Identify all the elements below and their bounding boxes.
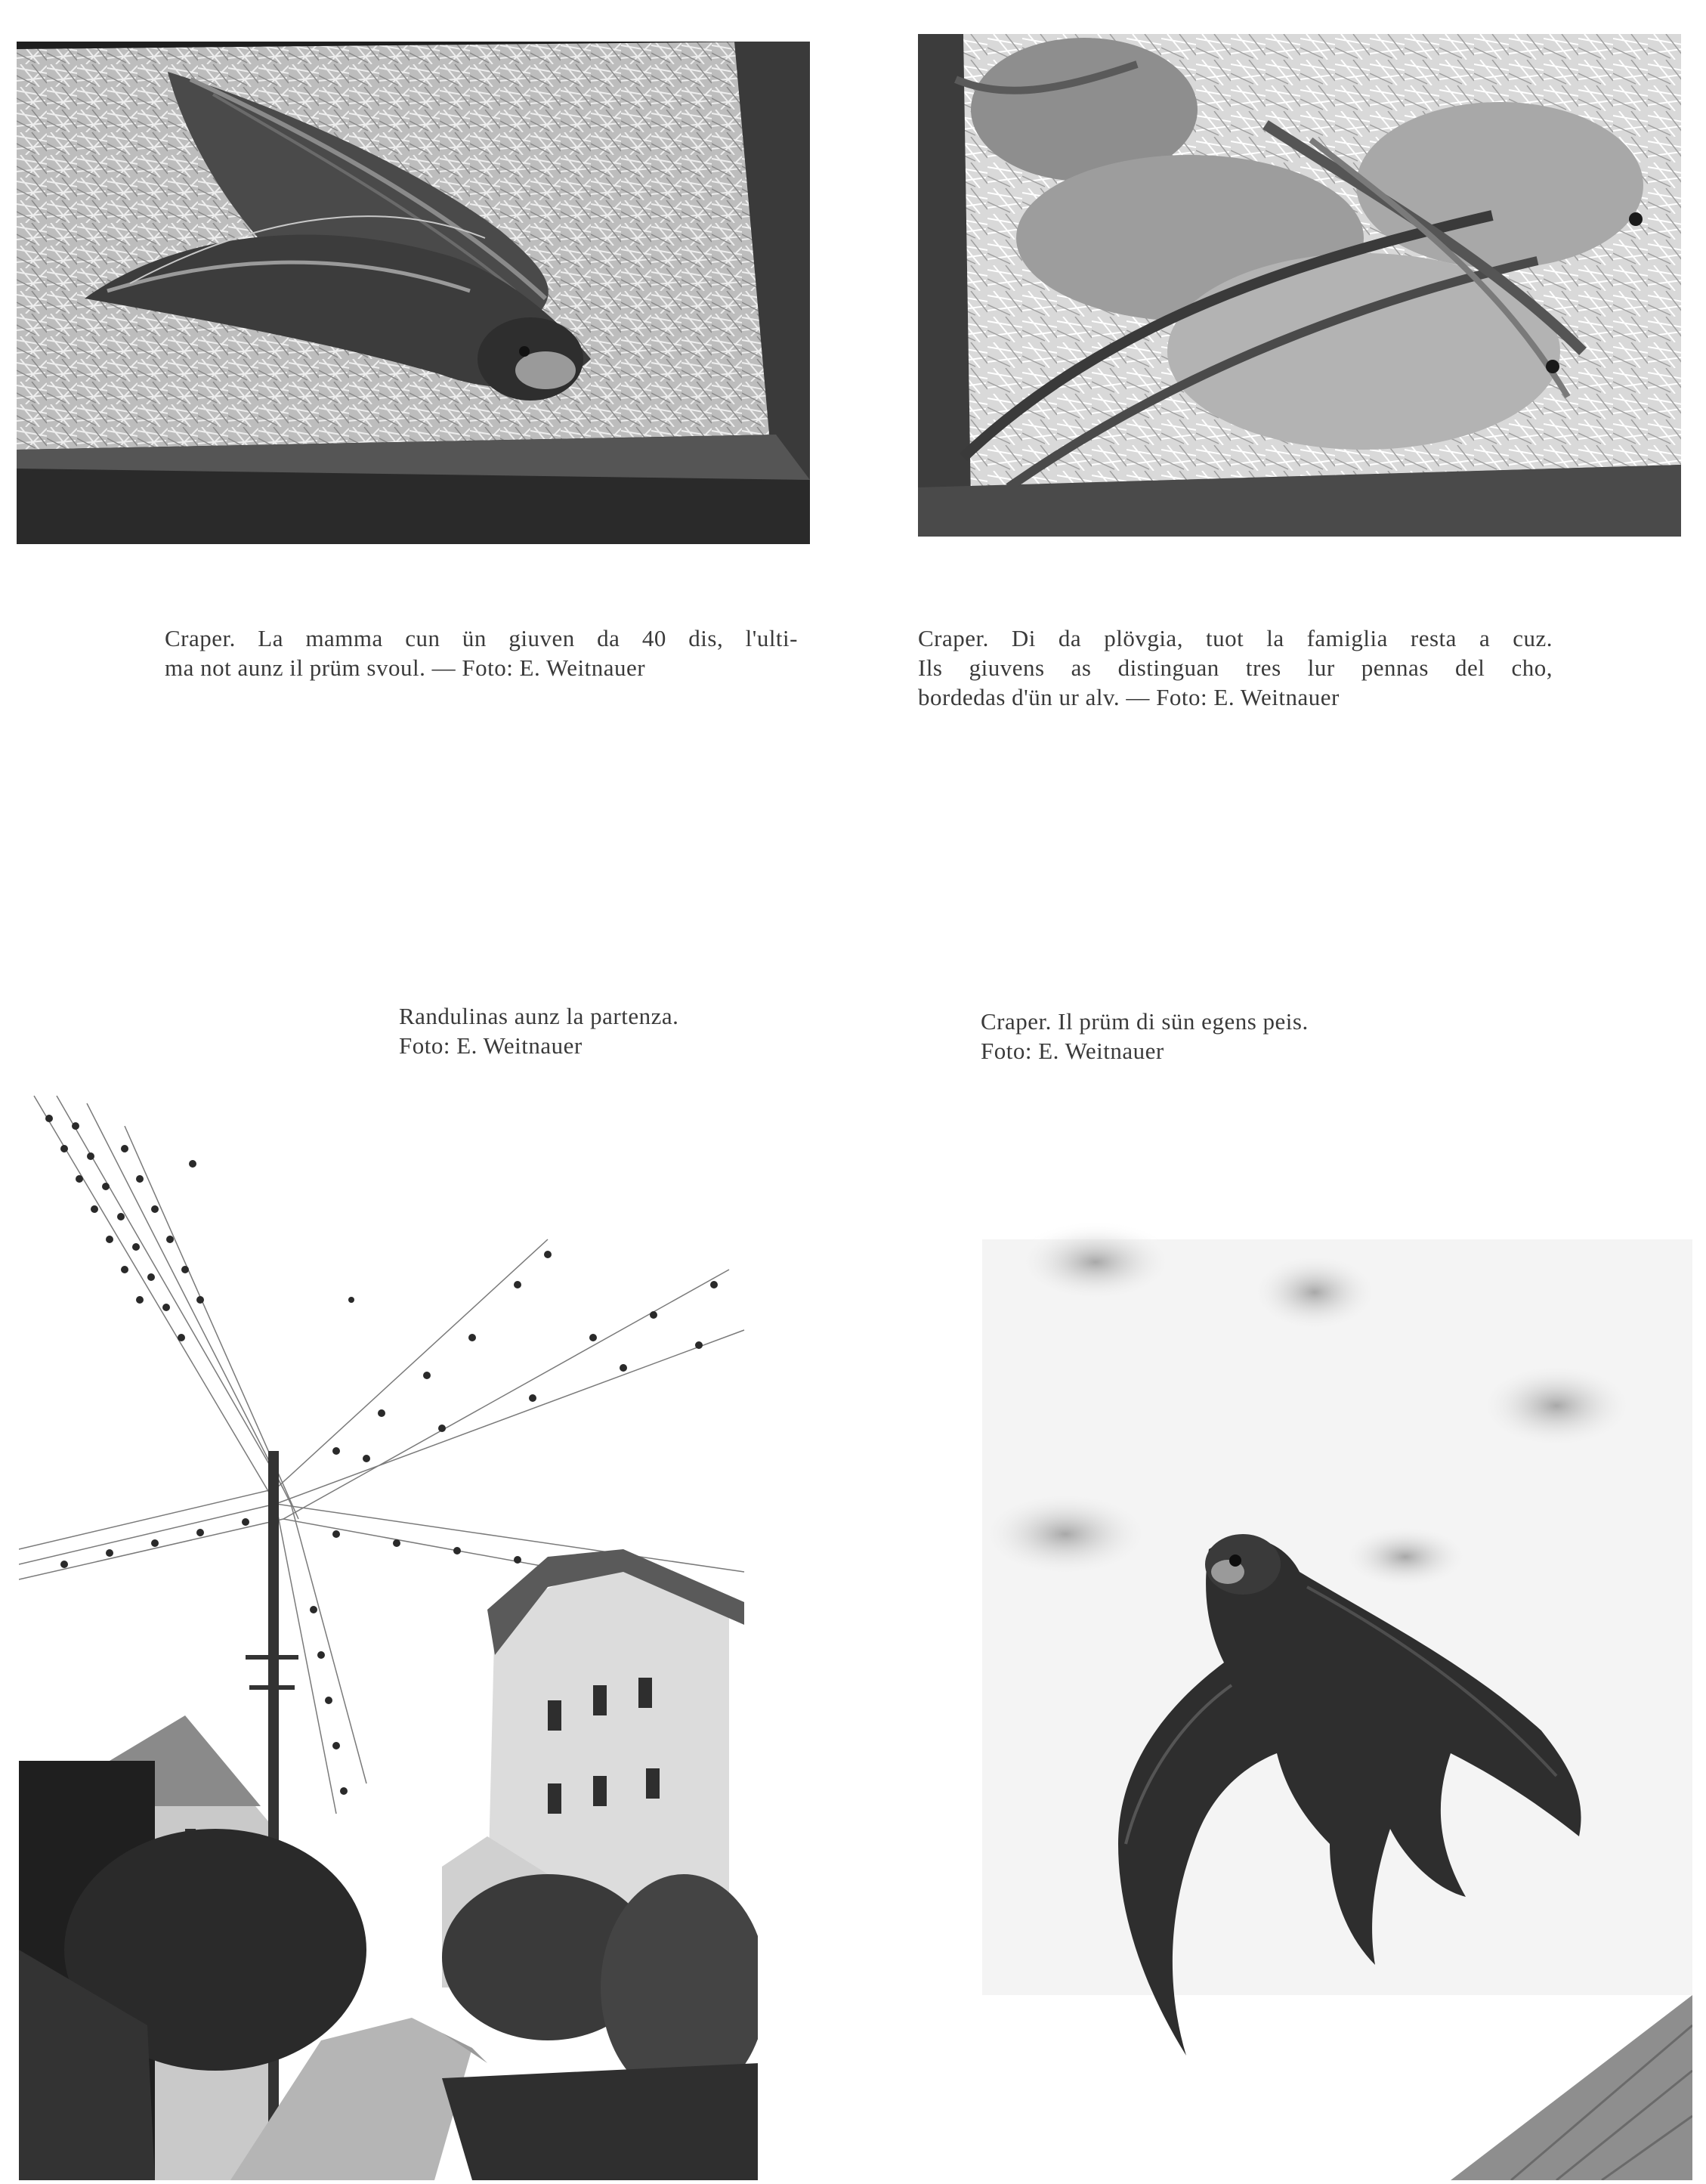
photo-swallows-on-wires xyxy=(19,1081,758,2180)
caption-line: ma not aunz il prüm svoul. — Foto: E. Weitnauer xyxy=(165,654,646,681)
caption-swift-family xyxy=(918,623,1553,712)
caption-line: Craper. Il prüm di sün egens peis. xyxy=(981,1008,1309,1035)
caption-line: Foto: E. Weitnauer xyxy=(981,1038,1164,1064)
caption-line: Randulinas aunz la partenza. xyxy=(399,1003,679,1029)
caption-swift-mother xyxy=(165,623,798,682)
caption-line: bordedas d'ün ur alv. — Foto: E. Weitnauer xyxy=(918,684,1340,710)
caption-line: Craper. La mamma cun ün giuven da 40 dis, l'ulti- xyxy=(165,625,798,651)
caption-swallows xyxy=(399,1001,762,1060)
photo-swift-first-flight xyxy=(982,1179,1692,2180)
photo-swift-mother-with-chick xyxy=(17,42,810,544)
caption-line: Foto: E. Weitnauer xyxy=(399,1032,583,1059)
photo-swift-family-in-nest xyxy=(918,34,1681,537)
caption-first-flight xyxy=(981,1007,1404,1066)
caption-line: Ils giuvens as distinguan tres lur pennas del cho, xyxy=(918,654,1553,681)
caption-line: Craper. Di da plövgia, tuot la famiglia resta a cuz. xyxy=(918,625,1553,651)
